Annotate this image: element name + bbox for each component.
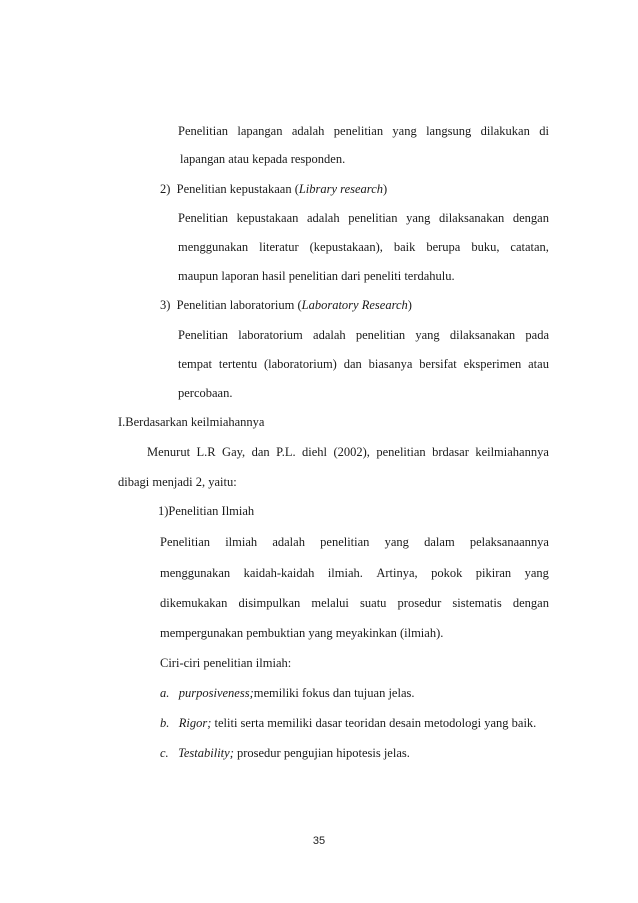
word: tempat: [178, 357, 213, 371]
word: bersifat: [419, 357, 457, 371]
word: biasanya: [368, 357, 413, 371]
paragraph-line-13: dibagi menjadi 2, yaitu:: [118, 475, 237, 489]
word: atau: [528, 357, 549, 371]
word: yang: [406, 211, 431, 225]
word: yang: [384, 535, 409, 549]
word: suatu: [360, 596, 387, 610]
word: penelitian: [320, 535, 370, 549]
word: ilmiah: [225, 535, 258, 549]
word: kepustakaan: [236, 211, 299, 225]
word: eksperimen: [463, 357, 522, 371]
word: lapangan: [237, 124, 283, 138]
list-marker: b.: [160, 716, 170, 730]
feature-item-a: [160, 685, 415, 701]
word: (2002),: [333, 445, 370, 459]
word: prosedur: [397, 596, 442, 610]
word: laboratorium: [238, 328, 303, 342]
paragraph-line-10: percobaan.: [178, 386, 233, 400]
word: (kepustakaan),: [309, 240, 383, 254]
word: (laboratorium): [263, 357, 337, 371]
word: penelitian: [355, 328, 406, 342]
word: Gay,: [222, 445, 246, 459]
word: adalah: [291, 124, 325, 138]
subsection-heading: 1)Penelitian Ilmiah: [158, 504, 255, 518]
list-marker: 3): [160, 298, 171, 312]
list-item-2-heading: [160, 181, 387, 197]
word: dikemukakan: [160, 596, 228, 610]
page-number: 35: [312, 835, 326, 847]
paragraph-line-18: mempergunakan pembuktian yang meyakinkan (ilmiah).: [160, 626, 444, 640]
word: dan: [251, 445, 270, 459]
word: Penelitian: [160, 535, 210, 549]
word: pikiran: [475, 566, 512, 580]
word: menggunakan: [178, 240, 249, 254]
paragraph-line-2: lapangan atau kepada responden.: [180, 152, 346, 166]
word: sistematis: [452, 596, 502, 610]
paragraph-line-16: [160, 565, 549, 581]
word: langsung: [426, 124, 472, 138]
paragraph-line-5: [178, 239, 549, 255]
heading-text: Penelitian laboratorium (: [176, 298, 302, 312]
word: yang: [415, 328, 440, 342]
word: adalah: [306, 211, 340, 225]
word: adalah: [272, 535, 305, 549]
word: catatan,: [510, 240, 549, 254]
word: Penelitian: [178, 124, 228, 138]
paragraph-line-17: [160, 595, 549, 611]
paragraph-line-9: [178, 356, 549, 372]
word: menggunakan: [160, 566, 231, 580]
feature-item-c: [160, 745, 410, 761]
word: pelaksanaannya: [469, 535, 549, 549]
paragraph-line-6: maupun laporan hasil penelitian dari peneliti terdahulu.: [178, 269, 455, 283]
paragraph-line-12: [147, 444, 549, 460]
word: penelitian: [333, 124, 384, 138]
word: Menurut: [147, 445, 191, 459]
word: literatur: [259, 240, 299, 254]
paragraph-line-4: [178, 210, 549, 226]
word: dilaksanakan: [438, 211, 505, 225]
word: di: [539, 124, 549, 138]
feature-item-b: [160, 715, 536, 731]
word: berupa: [426, 240, 461, 254]
word: penelitian: [348, 211, 398, 225]
word: diehl: [302, 445, 328, 459]
word: dilakukan: [480, 124, 530, 138]
word: brdasar: [432, 445, 469, 459]
word: yang: [392, 124, 417, 138]
word: dengan: [512, 596, 549, 610]
word: Penelitian: [178, 328, 228, 342]
word: tertentu: [218, 357, 258, 371]
word: ilmiah.: [327, 566, 363, 580]
word: dan: [343, 357, 362, 371]
feature-term: Rigor;: [178, 716, 212, 730]
feature-term: purposiveness;: [178, 686, 254, 700]
feature-description: prosedur pengujian hipotesis jelas.: [233, 746, 410, 760]
word: melalui: [311, 596, 349, 610]
paragraph-line-1: [178, 123, 549, 139]
feature-description: memiliki fokus dan tujuan jelas.: [253, 686, 415, 700]
list-item-3-heading: [160, 297, 412, 313]
word: dilaksanakan: [449, 328, 516, 342]
word: baik: [393, 240, 416, 254]
word: penelitian: [376, 445, 426, 459]
paragraph-line-15: [160, 534, 549, 550]
word: dengan: [512, 211, 549, 225]
word: Artinya,: [376, 566, 418, 580]
heading-italic: Laboratory Research: [301, 298, 408, 312]
heading-italic: Library research: [298, 182, 383, 196]
word: Penelitian: [178, 211, 228, 225]
word: keilmiahannya: [475, 445, 549, 459]
heading-end: ): [383, 182, 388, 196]
word: dalam: [424, 535, 455, 549]
word: L.R: [196, 445, 216, 459]
section-heading: I.Berdasarkan keilmiahannya: [118, 415, 265, 429]
list-marker: a.: [160, 686, 170, 700]
heading-end: ): [407, 298, 412, 312]
word: disimpulkan: [238, 596, 301, 610]
word: kaidah-kaidah: [243, 566, 315, 580]
features-heading: Ciri-ciri penelitian ilmiah:: [160, 656, 292, 670]
word: buku,: [471, 240, 500, 254]
feature-description: teliti serta memiliki dasar teoridan desain metodologi yang baik.: [211, 716, 537, 730]
word: yang: [524, 566, 549, 580]
word: adalah: [313, 328, 346, 342]
feature-term: Testability;: [178, 746, 234, 760]
word: pokok: [431, 566, 463, 580]
list-marker: c.: [160, 746, 169, 760]
paragraph-line-8: [178, 327, 549, 343]
word: P.L.: [276, 445, 296, 459]
heading-text: Penelitian kepustakaan (: [176, 182, 299, 196]
word: pada: [525, 328, 549, 342]
list-marker: 2): [160, 182, 171, 196]
